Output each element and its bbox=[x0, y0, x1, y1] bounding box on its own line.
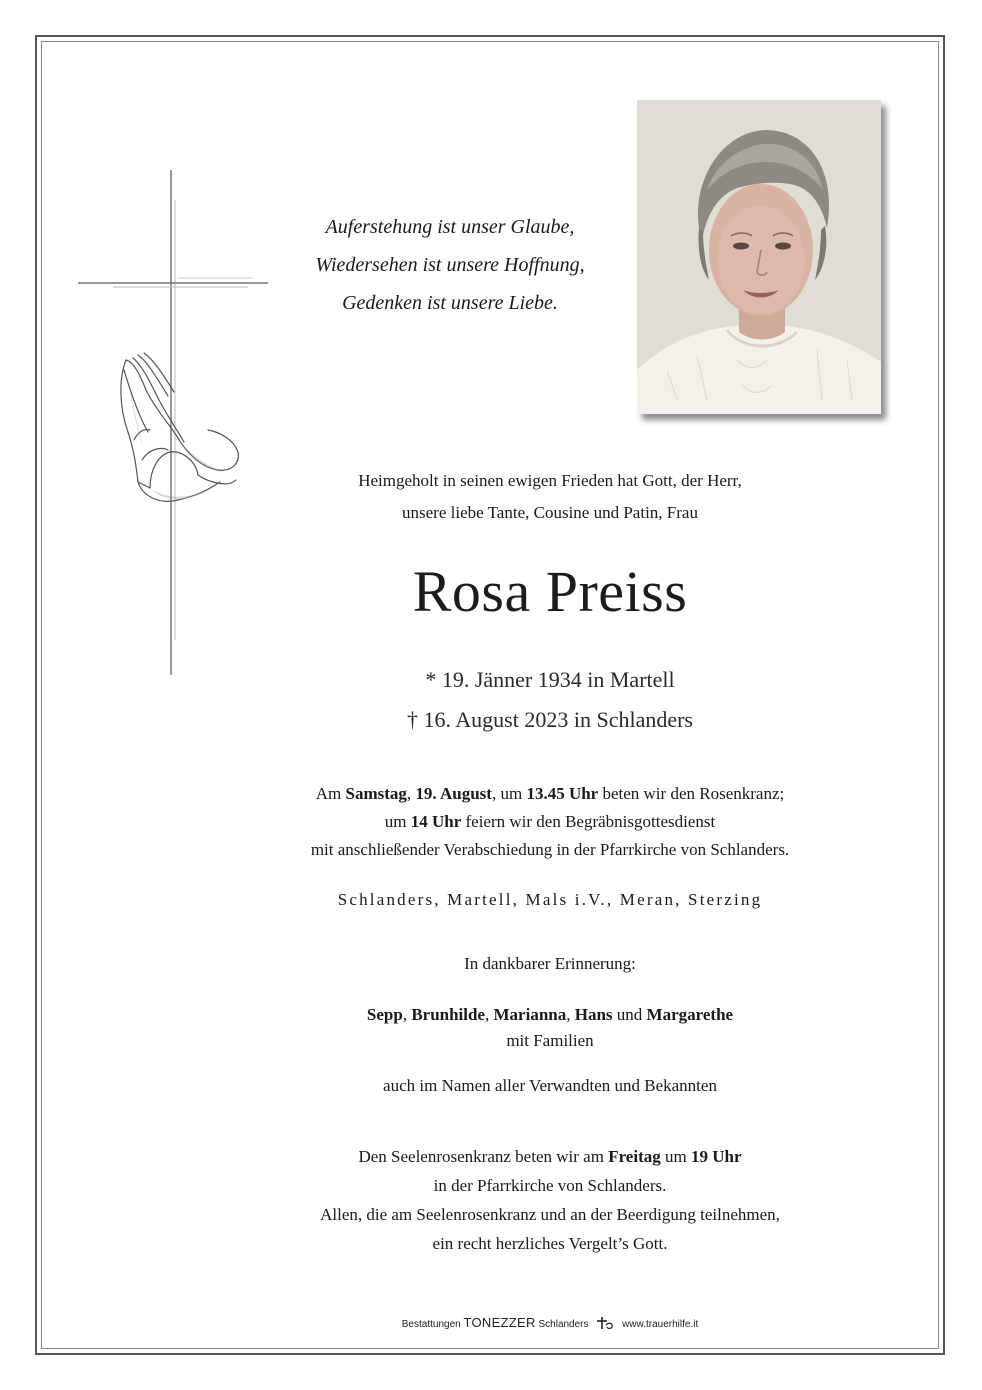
service-line: um 14 Uhr feiern wir den Begräbnisgottesdienst bbox=[384, 812, 716, 831]
funeral-service-info bbox=[250, 780, 850, 864]
deceased-name: Rosa Preiss bbox=[412, 559, 688, 624]
memorial-quote bbox=[250, 208, 650, 322]
thanks-heading: In dankbarer Erinnerung: bbox=[464, 954, 636, 973]
places-line: Schlanders, Martell, Mals i.V., Meran, Sterzing bbox=[337, 890, 763, 909]
cross-with-praying-hands-icon bbox=[78, 170, 278, 680]
cross-logo-icon bbox=[595, 1316, 615, 1333]
footer-brand: TONEZZER bbox=[463, 1315, 536, 1330]
intro-line: unsere liebe Tante, Cousine und Patin, Frau bbox=[402, 503, 698, 522]
rosary-line: ein recht herzliches Vergelt’s Gott. bbox=[432, 1234, 668, 1253]
birth-date: * 19. Jänner 1934 in Martell bbox=[425, 667, 675, 692]
quote-line: Auferstehung ist unser Glaube, bbox=[325, 216, 575, 238]
rosary-line: Den Seelenrosenkranz beten wir am Freitag um 19 Uhr bbox=[358, 1147, 742, 1166]
footer-website[interactable]: www.trauerhilfe.it bbox=[622, 1319, 699, 1330]
rosary-line: Allen, die am Seelenrosenkranz und an der Beerdigung teilnehmen, bbox=[320, 1205, 780, 1224]
footer-prefix: Bestattungen bbox=[401, 1319, 461, 1330]
quote-line: Gedenken ist unsere Liebe. bbox=[342, 292, 558, 314]
portrait-photo bbox=[637, 100, 881, 414]
mourners-names: Sepp, Brunhilde, Marianna, Hans und Margarethe bbox=[366, 1005, 734, 1024]
mourners bbox=[250, 1002, 850, 1054]
intro-line: Heimgeholt in seinen ewigen Frieden hat Gott, der Herr, bbox=[358, 471, 742, 490]
funeral-home-footer bbox=[300, 1315, 800, 1333]
service-line: mit anschließender Verabschiedung in der Pfarrkirche von Schlanders. bbox=[310, 840, 790, 859]
quote-line: Wiedersehen ist unsere Hoffnung, bbox=[315, 254, 585, 276]
rosary-info bbox=[250, 1142, 850, 1258]
service-line: Am Samstag, 19. August, um 13.45 Uhr beten wir den Rosenkranz; bbox=[315, 784, 785, 803]
death-date: † 16. August 2023 in Schlanders bbox=[407, 707, 693, 732]
mourners-families: mit Familien bbox=[506, 1031, 594, 1050]
intro-text bbox=[250, 465, 850, 529]
rosary-line: in der Pfarrkirche von Schlanders. bbox=[433, 1176, 667, 1195]
relatives-line: auch im Namen aller Verwandten und Bekannten bbox=[383, 1076, 717, 1095]
life-dates bbox=[250, 660, 850, 740]
footer-town: Schlanders bbox=[538, 1319, 589, 1330]
